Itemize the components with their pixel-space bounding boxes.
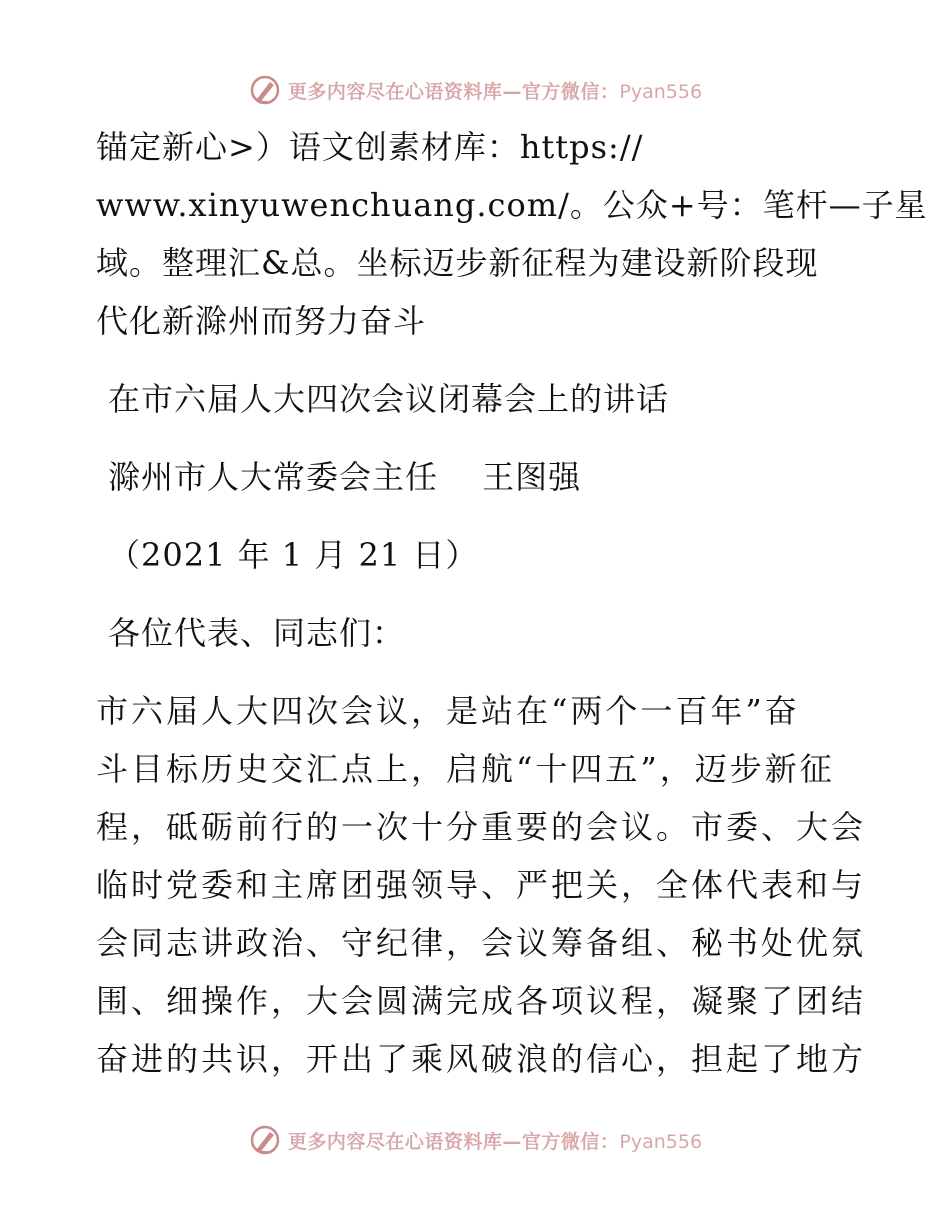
body-paragraph [96,682,867,1088]
header-watermark [0,70,950,110]
footer-watermark [0,1120,950,1160]
watermark-wechat-id: Pyan556 [619,1130,703,1153]
quill-pen-logo-icon [248,1123,282,1157]
intro-line: 锚定新心>）语文创素材库：https:// [96,128,644,166]
quill-pen-logo-icon [248,73,282,107]
paragraph-line: 奋进的共识，开出了乘风破浪的信心，担起了地方 [96,1040,867,1078]
intro-line: 域。整理汇&总。坐标迈步新征程为建设新阶段现 [96,244,819,282]
paragraph-line: 围、细操作，大会圆满完成各项议程，凝聚了团结 [96,982,867,1020]
paragraph-line: 会同志讲政治、守纪律，会议筹备组、秘书处优氛 [96,924,867,962]
paragraph-line: 程，砥砺前行的一次十分重要的会议。市委、大会 [96,808,867,846]
paragraph-line: 临时党委和主席团强领导、严把关，全体代表和与 [96,866,867,904]
speech-title: 在市六届人大四次会议闭幕会上的讲话 [108,380,670,418]
salutation: 各位代表、同志们： [108,614,406,652]
paragraph-line: 市六届人大四次会议，是站在“两个一百年”奋 [96,692,800,730]
intro-line: 代化新滁州而努力奋斗 [96,302,427,340]
watermark-wechat-id: Pyan556 [619,80,703,103]
document-body [96,118,928,1088]
paragraph-line: 斗目标历史交汇点上，启航“十四五”，迈步新征 [96,750,835,788]
watermark-text: 更多内容尽在心语资料库—官方微信：Pyan556 [287,80,703,103]
intro-line: www.xinyuwenchuang.com/。公众+号：笔杆—子星 [96,186,928,224]
speech-date: （2021 年 1 月 21 日） [108,536,479,574]
speaker-line: 滁州市人大常委会主任 王图强 [108,458,582,496]
watermark-text: 更多内容尽在心语资料库—官方微信：Pyan556 [287,1130,703,1153]
